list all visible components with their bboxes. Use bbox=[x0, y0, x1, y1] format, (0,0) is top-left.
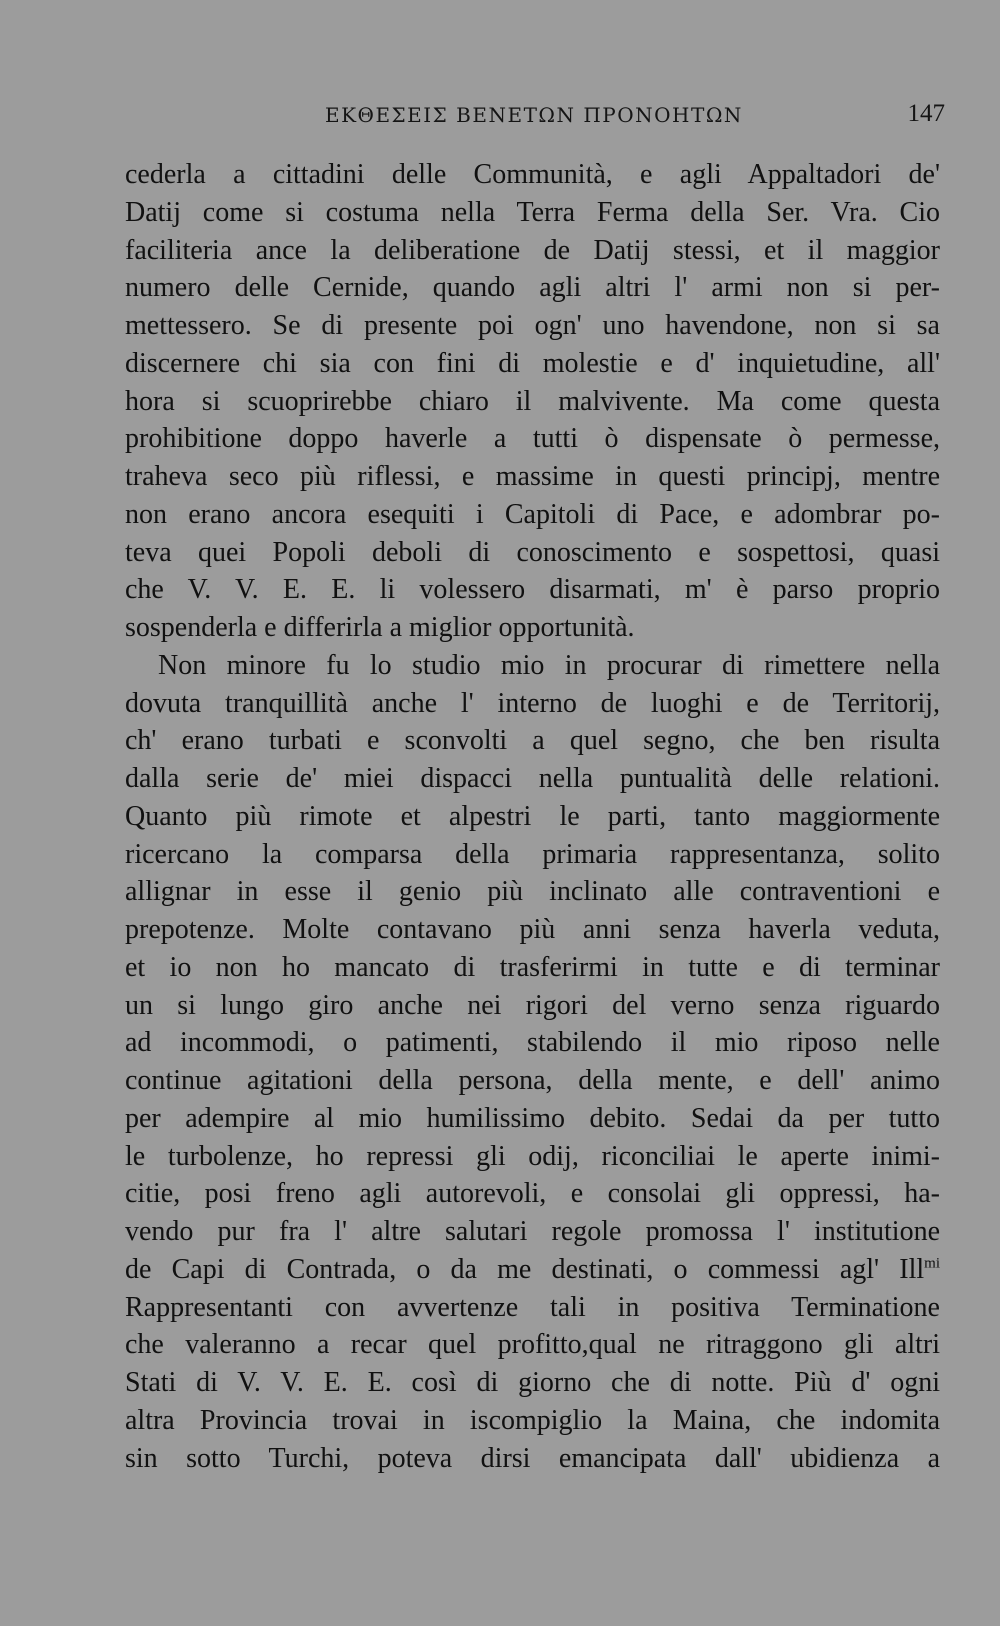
text-line: hora si scuoprirebbe chiaro il malvivente. Ma come questa bbox=[125, 385, 940, 417]
text-line: non erano ancora esequiti i Capitoli di Pace, e adombrar po- bbox=[125, 498, 940, 530]
page-number: 147 bbox=[907, 100, 945, 127]
text-line: Stati di V. V. E. E. così di giorno che di notte. Più d' ogni bbox=[125, 1367, 940, 1398]
text-line-content: de Capi di Contrada, o da me destinati, o commessi agl' Ill bbox=[125, 1253, 925, 1285]
text-line: le turbolenze, ho repressi gli odij, riconciliai le aperte inimi- bbox=[125, 1140, 940, 1172]
text-line: ch' erano turbati e sconvolti a quel segno, che ben risulta bbox=[125, 725, 940, 757]
paragraph-2 bbox=[125, 647, 940, 1478]
text-line: dalla serie de' miei dispacci nella puntualità delle relationi. bbox=[125, 763, 940, 794]
text-line: cederla a cittadini delle Communità, e agli Appaltadori de' bbox=[125, 159, 940, 190]
text-line: continue agitationi della persona, della mente, e dell' animo bbox=[125, 1065, 940, 1096]
text-line: Rappresentanti con avvertenze tali in positiva Terminatione bbox=[125, 1291, 940, 1323]
text-line: traheva seco più riflessi, e massime in questi principj, mentre bbox=[125, 461, 940, 492]
running-head: ΕΚΘΕΣΕΙΣ ΒΕΝΕΤΩΝ ΠΡΟΝΟΗΤΩΝ bbox=[325, 103, 743, 127]
text-line: per adempire al mio humilissimo debito. Sedai da per tutto bbox=[125, 1102, 940, 1134]
text-line: ricercano la comparsa della primaria rappresentanza, solito bbox=[125, 838, 940, 870]
text-line: prepotenze. Molte contavano più anni senza haverla veduta, bbox=[125, 914, 940, 945]
text-line: sin sotto Turchi, poteva dirsi emancipata dall' ubidienza a bbox=[125, 1442, 940, 1474]
text-line: un si lungo giro anche nei rigori del verno senza riguardo bbox=[125, 989, 940, 1021]
text-line: ad incommodi, o patimenti, stabilendo il mio riposo nelle bbox=[125, 1027, 940, 1059]
text-line: et io non ho mancato di trasferirmi in tutte e di terminar bbox=[125, 951, 940, 983]
text-line: citie, posi freno agli autorevoli, e consolai gli oppressi, ha- bbox=[125, 1178, 940, 1210]
text-line: Quanto più rimote et alpestri le parti, tanto maggiormente bbox=[125, 800, 940, 832]
text-line: altra Provincia trovai in iscompiglio la Maina, che indomita bbox=[125, 1404, 940, 1436]
text-line: Datij come si costuma nella Terra Ferma della Ser. Vra. Cio bbox=[125, 196, 940, 228]
text-line: prohibitione doppo haverle a tutti ò dispensate ò permesse, bbox=[125, 423, 940, 455]
text-line-with-abbreviation bbox=[125, 1251, 940, 1289]
text-line: allignar in esse il genio più inclinato alle contraventioni e bbox=[125, 876, 940, 908]
text-line: discernere chi sia con fini di molestie e d' inquietudine, all' bbox=[125, 347, 940, 379]
text-line: vendo pur fra l' altre salutari regole promossa l' institutione bbox=[125, 1216, 940, 1247]
text-line: dovuta tranquillità anche l' interno de luoghi e de Territorij, bbox=[125, 687, 940, 719]
text-line: Non minore fu lo studio mio in procurar di rimettere nella bbox=[158, 649, 940, 681]
paragraph-1 bbox=[125, 156, 940, 647]
text-line: mettessero. Se di presente poi ogn' uno havendone, non si sa bbox=[125, 310, 940, 341]
text-line: faciliteria ance la deliberatione de Datij stessi, et il maggior bbox=[125, 234, 940, 266]
text-line: che valeranno a recar quel profitto,qual ne ritraggono gli altri bbox=[125, 1329, 940, 1361]
text-line: sospenderla e differirla a miglior opportunità. bbox=[125, 612, 635, 643]
body-text bbox=[125, 156, 940, 1477]
page-header bbox=[125, 100, 945, 137]
text-line: numero delle Cernide, quando agli altri l' armi non si per- bbox=[125, 272, 940, 304]
abbreviation-superscript: mi bbox=[924, 1255, 940, 1272]
text-line: teva quei Popoli deboli di conoscimento e sospettosi, quasi bbox=[125, 536, 940, 568]
text-line: che V. V. E. E. li volessero disarmati, m' è parso proprio bbox=[125, 574, 940, 606]
